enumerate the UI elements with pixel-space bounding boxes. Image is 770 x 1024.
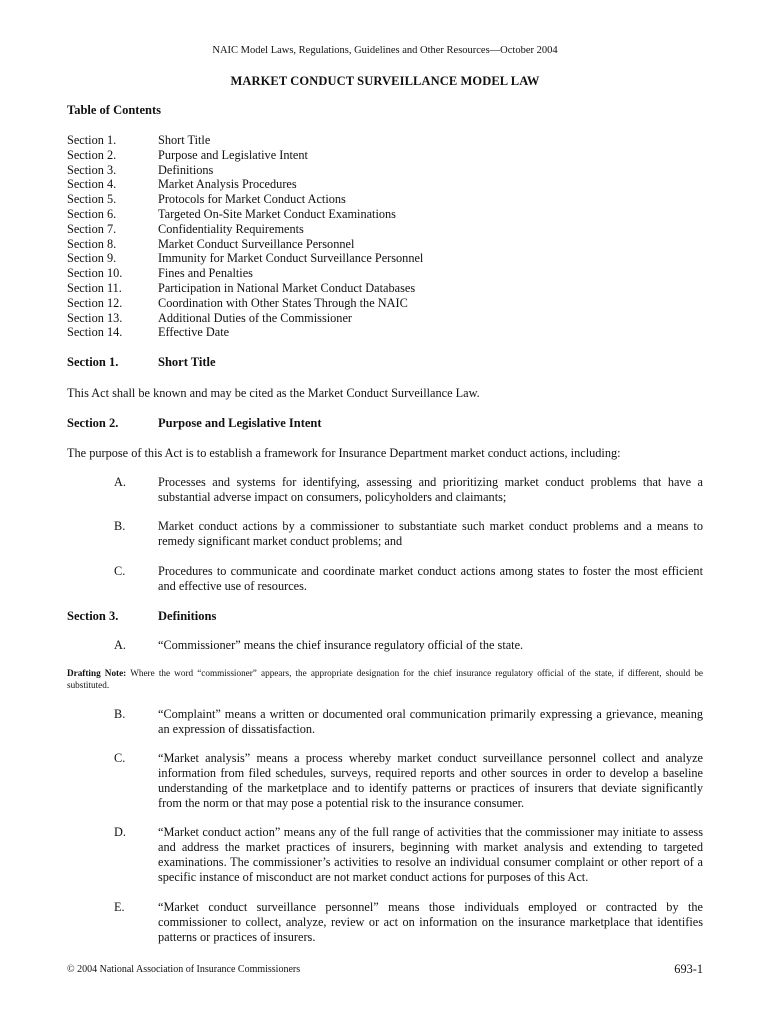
toc-item [67, 281, 707, 296]
drafting-note-text: Where the word “commissioner” appears, the appropriate designation for the chief insurance regulatory official of the state, if different, should be substituted. [67, 668, 704, 690]
toc-item-title: Purpose and Legislative Intent [158, 147, 308, 162]
toc-item-number: Section 14. [67, 325, 123, 340]
toc-item-title: Fines and Penalties [158, 266, 253, 281]
toc-item-title: Additional Duties of the Commissioner [158, 310, 353, 325]
section-number: Section 2. [67, 416, 119, 430]
toc-item-number: Section 9. [67, 251, 117, 266]
section-number: Section 1. [67, 355, 119, 369]
toc-item-number: Section 7. [67, 221, 117, 236]
toc-item [67, 296, 707, 311]
page-number: 693-1 [674, 962, 703, 976]
toc-item-number: Section 4. [67, 177, 117, 192]
item-letter: B. [114, 707, 126, 721]
toc-item-number: Section 11. [67, 280, 122, 295]
section-3-heading [67, 609, 707, 625]
list-item [67, 751, 703, 811]
list-item [67, 638, 703, 653]
item-letter: D. [114, 825, 126, 839]
toc-item [67, 192, 707, 207]
list-item [67, 707, 703, 737]
item-text: Market conduct actions by a commissioner to substantiate such market conduct problems and a means to remedy significant market conduct problems; and [158, 519, 703, 548]
toc-item-number: Section 3. [67, 162, 117, 177]
list-item [67, 825, 703, 885]
item-letter: B. [114, 519, 126, 533]
section-2-intro: The purpose of this Act is to establish a framework for Insurance Department market conduct actions, including: [67, 446, 621, 460]
toc-item [67, 207, 707, 222]
item-text: “Commissioner” means the chief insurance regulatory official of the state. [158, 638, 524, 652]
item-text: “Market conduct surveillance personnel” means those individuals employed or contracted by the commissioner to collect, analyze, review or act on information on the insurance marketplace that identifies patterns or practices of insurers. [158, 900, 703, 944]
toc-item-number: Section 12. [67, 295, 123, 310]
toc-item-number: Section 2. [67, 147, 117, 162]
list-item [67, 564, 703, 594]
running-header: NAIC Model Laws, Regulations, Guidelines and Other Resources—October 2004 [212, 45, 558, 56]
toc-item [67, 222, 707, 237]
item-text: Procedures to communicate and coordinate market conduct actions among states to foster the most efficient and effective use of resources. [158, 564, 703, 593]
document-title: MARKET CONDUCT SURVEILLANCE MODEL LAW [230, 74, 540, 88]
toc-item [67, 163, 707, 178]
copyright-footer: © 2004 National Association of Insurance Commissioners [67, 964, 301, 975]
toc-item [67, 311, 707, 326]
toc-item-number: Section 1. [67, 133, 117, 147]
toc-item-title: Confidentiality Requirements [158, 221, 304, 236]
item-letter: A. [114, 638, 126, 652]
toc-heading: Table of Contents [67, 103, 161, 117]
section-title: Definitions [158, 609, 217, 623]
section-2-heading [67, 416, 707, 432]
item-letter: C. [114, 751, 126, 765]
toc-item [67, 148, 707, 163]
section-1-heading [67, 355, 707, 371]
toc-item [67, 133, 707, 148]
toc-item-number: Section 6. [67, 206, 117, 221]
table-of-contents [67, 133, 707, 340]
toc-item-number: Section 10. [67, 266, 123, 281]
list-item [67, 475, 703, 505]
item-text: Processes and systems for identifying, assessing and prioritizing market conduct problems that have a substantial adverse impact on consumers, policyholders and claimants; [158, 475, 703, 504]
toc-item-number: Section 8. [67, 236, 117, 251]
toc-item [67, 325, 707, 340]
toc-item-title: Coordination with Other States Through the NAIC [158, 295, 408, 310]
list-item [67, 900, 703, 945]
toc-item-title: Market Analysis Procedures [158, 177, 297, 192]
section-number: Section 3. [67, 609, 119, 623]
toc-item-title: Definitions [158, 162, 214, 177]
toc-item-title: Protocols for Market Conduct Actions [158, 192, 346, 207]
item-letter: E. [114, 900, 125, 914]
drafting-note-label: Drafting Note: [67, 668, 127, 678]
section-1-text: This Act shall be known and may be cited as the Market Conduct Surveillance Law. [67, 386, 480, 400]
toc-item-title: Short Title [158, 133, 211, 147]
toc-item-title: Market Conduct Surveillance Personnel [158, 236, 355, 251]
item-text: “Complaint” means a written or documented oral communication primarily expressing a grievance, meaning an expression of dissatisfaction. [158, 707, 703, 736]
toc-item-number: Section 5. [67, 192, 117, 207]
toc-item [67, 251, 707, 266]
toc-item [67, 177, 707, 192]
list-item [67, 519, 703, 549]
item-text: “Market conduct action” means any of the full range of activities that the commissioner may initiate to assess and address the market practices of insurers, beginning with market analysis and extending to targeted examinations. The commissioner’s activities to resolve an individual consumer complaint or other report of a specific instance of misconduct are not market conduct actions for purposes of this Act. [158, 825, 703, 884]
section-title: Short Title [158, 355, 216, 369]
item-text: “Market analysis” means a process whereby market conduct surveillance personnel collect and analyze information from filed schedules, surveys, required reports and other sources in order to develop a baseline understanding of the marketplace and to identify patterns or practices of insurers that deviate significantly from the norm or that may pose a potential risk to the insurance consumer. [158, 751, 703, 810]
toc-item-title: Targeted On-Site Market Conduct Examinations [158, 206, 396, 221]
toc-item-title: Participation in National Market Conduct Databases [158, 280, 416, 295]
toc-item [67, 237, 707, 252]
toc-item-title: Immunity for Market Conduct Surveillance Personnel [158, 251, 424, 266]
item-letter: A. [114, 475, 126, 489]
toc-item-title: Effective Date [158, 325, 230, 340]
drafting-note [67, 667, 703, 691]
section-title: Purpose and Legislative Intent [158, 416, 322, 430]
toc-item [67, 266, 707, 281]
item-letter: C. [114, 564, 126, 578]
toc-item-number: Section 13. [67, 310, 123, 325]
